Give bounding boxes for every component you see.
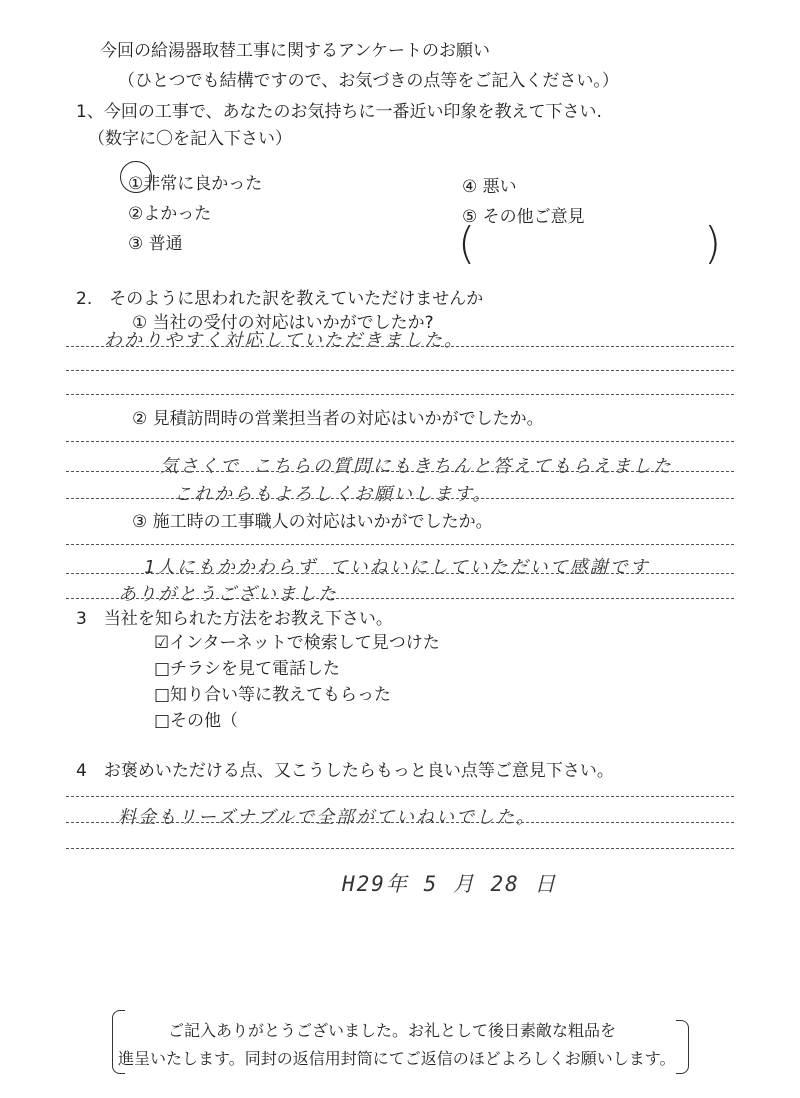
footer-line-1: ご記入ありがとうございました。お礼として後日素敵な粗品を: [168, 1021, 617, 1040]
answer-line: [66, 346, 734, 347]
other-close-paren-icon: ): [704, 218, 722, 269]
q1-instruction: （数字に〇を記入下さい）: [88, 129, 292, 149]
form-title: 今回の給湯器取替工事に関するアンケートのお願い: [100, 41, 490, 61]
q4-answer-handwriting: 料金もリーズナブルで全部がていねいでした。: [118, 807, 537, 828]
q2-sub3: ③ 施工時の工事職人の対応はいかがでしたか。: [132, 512, 493, 532]
q2-sub2: ② 見積訪問時の営業担当者の対応はいかがでしたか。: [132, 409, 544, 429]
q4-question: 4 お褒めいただける点、又こうしたらもっと良い点等ご意見下さい。: [76, 761, 614, 781]
q2-answer1-handwriting: わかりやすく対応していただきました。: [104, 330, 464, 351]
answer-line: [66, 822, 734, 823]
q2-answer2-handwriting-2: これからもよろしくお願いします。: [174, 484, 493, 505]
q3-option-flyer[interactable]: □チラシを見て電話した: [154, 659, 341, 679]
answer-line: [66, 394, 734, 395]
other-open-paren-icon: (: [458, 218, 476, 269]
answer-line: [66, 441, 734, 442]
q1-option-2[interactable]: ②よかった: [128, 204, 212, 224]
answer-line: [66, 848, 734, 849]
q1-option-3[interactable]: ③ 普通: [128, 234, 183, 254]
answer-line: [66, 471, 734, 472]
footer-line-2: 進呈いたします。同封の返信用封筒にてご返信のほどよろしくお願いします。: [118, 1049, 676, 1068]
q3-question: 3 当社を知られた方法をお教え下さい。: [76, 609, 393, 629]
response-date: H29年 5 月 28 日: [342, 872, 558, 896]
answer-line: [66, 796, 734, 797]
answer-line: [66, 544, 734, 545]
answer-line: [66, 573, 734, 574]
q3-option-acquaintance[interactable]: □知り合い等に教えてもらった: [154, 685, 392, 705]
answer-line: [66, 498, 734, 499]
footer-right-bracket-icon: [676, 1020, 689, 1074]
q1-option-5[interactable]: ⑤ その他ご意見: [462, 207, 585, 227]
q2-answer2-handwriting-1: 気さくで こちらの質問にもきちんと答えてもらえました: [160, 456, 673, 477]
answer-line: [66, 598, 734, 599]
q1-question: 1、今回の工事で、あなたのお気持ちに一番近い印象を教えて下さい.: [76, 102, 602, 122]
q1-option-4[interactable]: ④ 悪い: [462, 177, 517, 197]
q2-answer3-handwriting-2: ありがとうございました: [118, 584, 338, 605]
q2-sub1: ① 当社の受付の対応はいかがでしたか?: [132, 313, 434, 333]
q2-question: 2. そのように思われた訳を教えていただけませんか: [76, 289, 484, 309]
q1-option-1[interactable]: ①非常に良かった: [128, 174, 263, 194]
form-subtitle: （ひとつでも結構ですので、お気づきの点等をご記入ください。）: [118, 71, 619, 91]
q3-option-internet[interactable]: ☑インターネットで検索して見つけた: [154, 633, 440, 653]
q3-option-other[interactable]: □その他（: [154, 711, 239, 731]
q2-answer3-handwriting-1: 1人にもかかわらず ていねいにしていただいて感謝です: [144, 557, 650, 578]
answer-line: [66, 370, 734, 371]
